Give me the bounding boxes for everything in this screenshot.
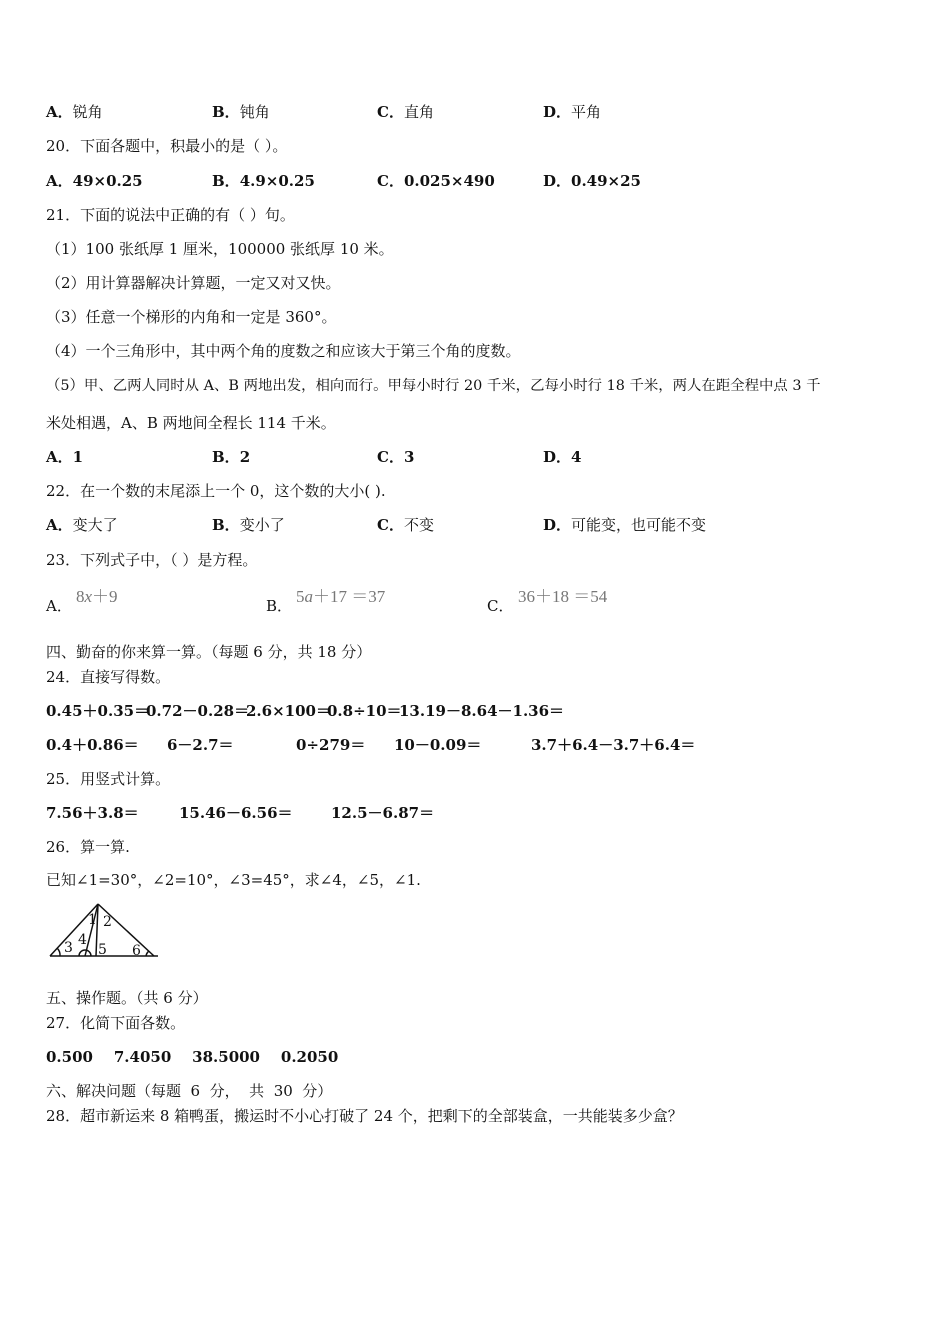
- q25-stem: 25．用竖式计算。: [46, 770, 171, 788]
- q21-option-a: A．1: [46, 448, 84, 466]
- q26-given: 已知∠1=30°，∠2=10°，∠3=45°，求∠4，∠5，∠1.: [46, 871, 421, 889]
- q19-option-a: A．锐角: [46, 103, 103, 121]
- q20-option-d: D．0.49×25: [543, 172, 641, 190]
- q21-statement-5a: （5）甲、乙两人同时从 A、B 两地出发，相向而行。甲每小时行 20 千米，乙每小时行 18 千米，两人在距全程中点 3 千: [46, 378, 821, 394]
- q20-stem: 20．下面各题中，积最小的是（ ）。: [46, 137, 288, 155]
- q24-item: 10－0.09＝: [394, 736, 482, 754]
- q21-option-d: D．4: [543, 448, 582, 466]
- q24-item: 6－2.7＝: [167, 736, 234, 754]
- q19-option-c: C．直角: [377, 103, 434, 121]
- angle-label: 3: [64, 940, 73, 956]
- angle-label: 4: [78, 932, 87, 948]
- angle-label: 5: [98, 942, 107, 958]
- triangle-angle-figure: [48, 902, 160, 962]
- q21-statement-3: （3）任意一个梯形的内角和一定是 360°。: [46, 308, 337, 326]
- q23-option-b-letter: B．: [266, 597, 293, 615]
- q21-statement-4: （4）一个三角形中，其中两个角的度数之和应该大于第三个角的度数。: [46, 342, 521, 360]
- angle-3-arc: [57, 948, 60, 956]
- q23-option-c-expr: 36＋18 ＝54: [518, 587, 608, 606]
- q21-statement-1: （1）100 张纸厚 1 厘米，100000 张纸厚 10 米。: [46, 240, 394, 258]
- angle-label: 2: [103, 914, 112, 930]
- q19-option-d: D．平角: [543, 103, 602, 121]
- q21-option-c: C．3: [377, 448, 415, 466]
- q22-option-b: B．变小了: [212, 516, 285, 534]
- angle-label: 6: [132, 943, 141, 959]
- q22-option-d: D．可能变，也可能不变: [543, 516, 707, 534]
- q22-option-a: A．变大了: [46, 516, 118, 534]
- q25-item: 7.56＋3.8＝: [46, 804, 139, 822]
- q26-stem: 26．算一算.: [46, 838, 130, 856]
- q25-item: 12.5－6.87＝: [331, 804, 435, 822]
- q23-option-a-expr: 8x＋9: [76, 587, 118, 606]
- q23-stem: 23．下列式子中，（ ）是方程。: [46, 551, 258, 569]
- q27-stem: 27．化简下面各数。: [46, 1014, 186, 1032]
- q20-option-b: B．4.9×0.25: [212, 172, 315, 190]
- angle-label: 1: [88, 912, 97, 928]
- q28-stem: 28．超市新运来 8 箱鸭蛋，搬运时不小心打破了 24 个，把剩下的全部装盒，一共能装多少盒？: [46, 1107, 683, 1125]
- q21-stem: 21．下面的说法中正确的有（ ）句。: [46, 206, 295, 224]
- q24-item: 0.45＋0.35＝: [46, 702, 150, 720]
- q24-item: 0.8÷10＝: [327, 702, 402, 720]
- q20-option-c: C．0.025×490: [377, 172, 495, 190]
- q24-item: 0.72－0.28＝: [146, 702, 250, 720]
- section-4-heading: 四、勤奋的你来算一算。（每题 6 分，共 18 分）: [46, 643, 372, 661]
- q23-option-c-letter: C．: [487, 597, 514, 615]
- q22-option-c: C．不变: [377, 516, 434, 534]
- q21-statement-5b: 米处相遇，A、B 两地间全程长 114 千米。: [46, 414, 336, 432]
- q21-statement-2: （2）用计算器解决计算题，一定又对又快。: [46, 274, 341, 292]
- q24-item: 2.6×100＝: [246, 702, 331, 720]
- q24-stem: 24．直接写得数。: [46, 668, 171, 686]
- section-5-heading: 五、操作题。（共 6 分）: [46, 989, 208, 1007]
- q21-option-b: B．2: [212, 448, 251, 466]
- section-6-heading: 六、解决问题（每题 6 分， 共 30 分）: [46, 1082, 333, 1100]
- q22-stem: 22．在一个数的末尾添上一个 0，这个数的大小( ).: [46, 482, 386, 500]
- q19-option-b: B．钝角: [212, 103, 270, 121]
- q24-item: 3.7＋6.4－3.7＋6.4＝: [531, 736, 696, 754]
- q27-numbers: 0.500 7.4050 38.5000 0.2050: [46, 1048, 339, 1066]
- q25-item: 15.46－6.56＝: [179, 804, 293, 822]
- q24-item: 0.4＋0.86＝: [46, 736, 139, 754]
- q23-option-b-expr: 5a＋17 ＝37: [296, 587, 386, 606]
- q24-item: 0÷279＝: [296, 736, 366, 754]
- q20-option-a: A．49×0.25: [46, 172, 143, 190]
- q24-item: 13.19－8.64－1.36＝: [399, 702, 565, 720]
- q23-option-a-letter: A．: [46, 597, 72, 615]
